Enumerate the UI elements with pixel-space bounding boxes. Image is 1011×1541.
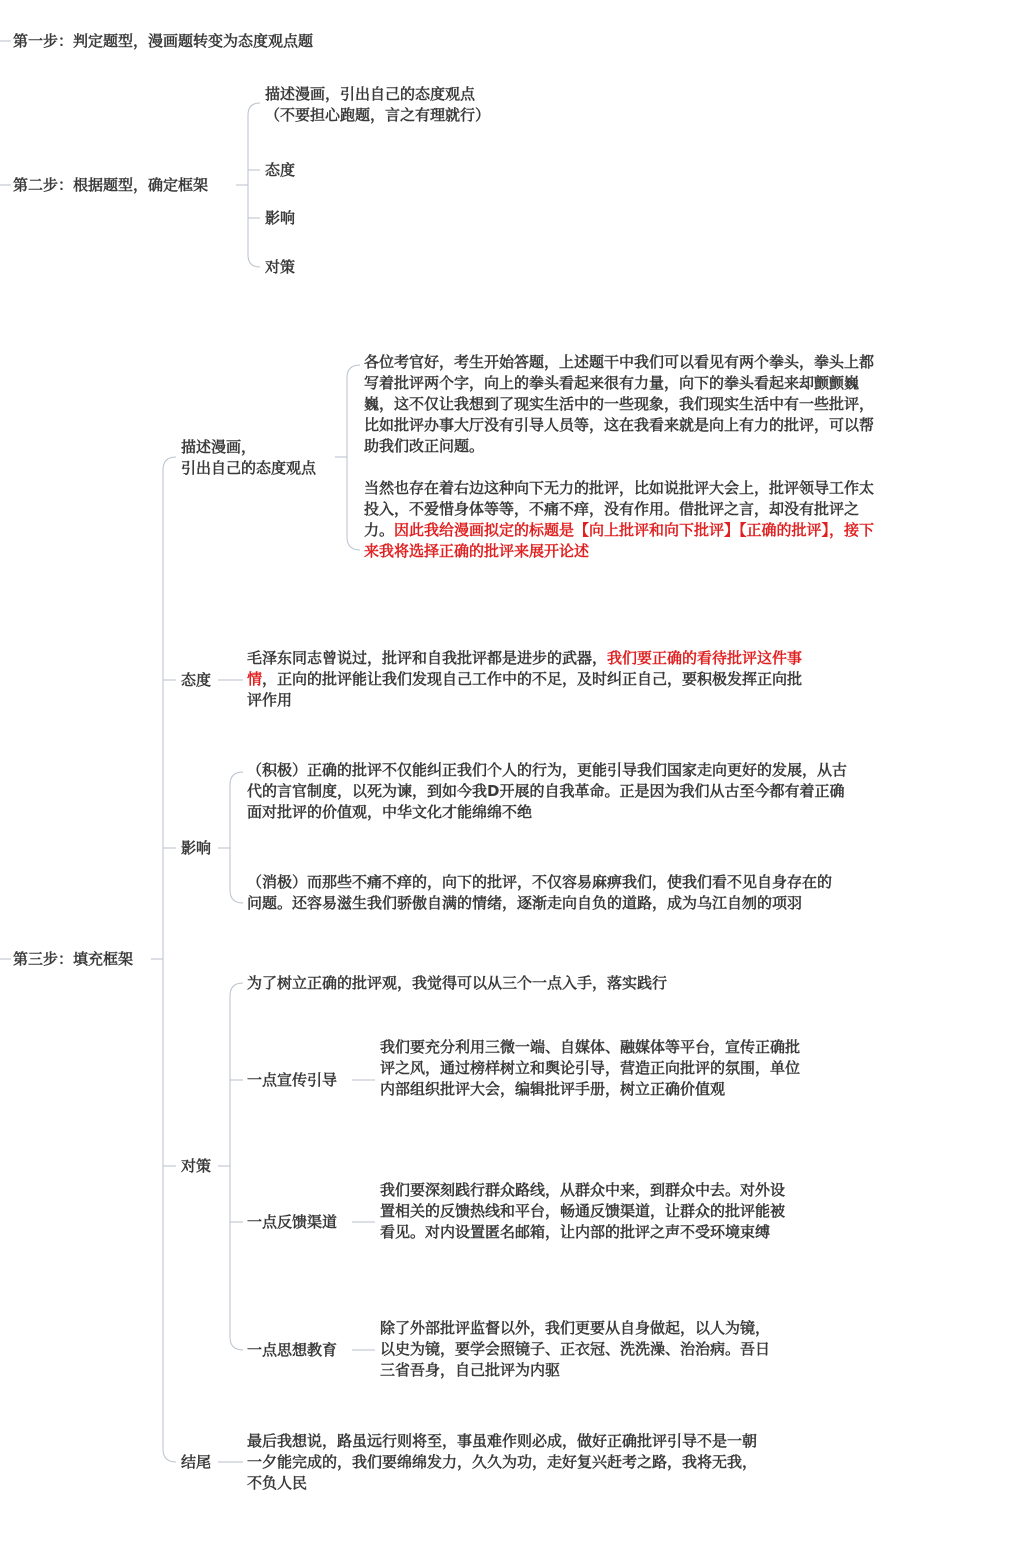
step2-attitude: 态度 xyxy=(265,161,296,179)
measures-label: 对策 xyxy=(181,1157,212,1175)
describe-label-line1: 描述漫画， xyxy=(181,438,257,456)
attitude-text-highlight: 我们要正确的看待批评这件事情 xyxy=(247,649,803,688)
measure-item-text: 我们要充分利用三微一端、自媒体、融媒体等平台，宣传正确批评之风，通过榜样树立和舆论引导，营造正向批评的氛围，单位内部组织批评大会，编辑批评手册，树立正确价值观 xyxy=(380,1038,801,1098)
describe-paragraph-2 xyxy=(364,478,888,562)
describe-paragraph-1: 各位考官好，考生开始答题，上述题干中我们可以看见有两个拳头，拳头上都写着批评两个字，向上的拳头看起来很有力量，向下的拳头看起来却颤颤巍巍，这不仅让我想到了现实生活中的一些现象，我们现实生活中有一些批评，比如批评办事大厅没有引导人员等，这在我看来就是向上有力的批评，可以帮助我们改正问题。 xyxy=(364,353,875,455)
measures-intro: 为了树立正确的批评观，我觉得可以从三个一点入手，落实践行 xyxy=(247,974,668,992)
describe-paragraph-2-highlight: 因此我给漫画拟定的标题是【向上批评和向下批评】【正确的批评】，接下来我将选择正确的批评来展开论述 xyxy=(364,521,875,560)
measure-item-label: 一点宣传引导 xyxy=(247,1071,338,1089)
describe-label-line2: 引出自己的态度观点 xyxy=(181,459,317,477)
step2-label: 第二步：根据题型，确定框架 xyxy=(13,176,209,194)
ending-label: 结尾 xyxy=(181,1453,212,1471)
measure-item-text: 除了外部批评监督以外，我们更要从自身做起，以人为镜，以史为镜，要学会照镜子、正衣冠、洗洗澡、治治病。吾日三省吾身，自己批评为内驱 xyxy=(380,1319,771,1379)
measure-item-text: 我们要深刻践行群众路线，从群众中来，到群众中去。对外设置相关的反馈热线和平台，畅通反馈渠道，让群众的批评能被看见。对内设置匿名邮箱，让内部的批评之声不受环境束缚 xyxy=(380,1181,786,1241)
step3-label: 第三步：填充框架 xyxy=(13,950,134,968)
step2-describe-line2: （不要担心跑题，言之有理就行） xyxy=(265,106,491,124)
attitude-text xyxy=(247,648,807,711)
attitude-label: 态度 xyxy=(181,671,212,689)
attitude-text-b: ，正向的批评能让我们发现自己工作中的不足，及时纠正自己，要积极发挥正向批评作用 xyxy=(247,670,803,709)
impact-label: 影响 xyxy=(181,839,212,857)
ending-text: 最后我想说，路虽远行则将至，事虽难作则必成，做好正确批评引导不是一朝一夕能完成的，我们要绵绵发力，久久为功，走好复兴赶考之路，我将无我，不负人民 xyxy=(247,1432,758,1492)
step2-impact: 影响 xyxy=(265,209,296,227)
attitude-text-a: 毛泽东同志曾说过，批评和自我批评都是进步的武器， xyxy=(247,649,608,667)
step2-describe-line1: 描述漫画，引出自己的态度观点 xyxy=(265,85,476,103)
measure-item-label: 一点反馈渠道 xyxy=(247,1213,338,1231)
impact-negative: （消极）而那些不痛不痒的，向下的批评，不仅容易麻痹我们，使我们看不见自身存在的问题。还容易滋生我们骄傲自满的情绪，逐渐走向自负的道路，成为乌江自刎的项羽 xyxy=(247,873,833,912)
step1-label: 第一步：判定题型，漫画题转变为态度观点题 xyxy=(13,32,314,50)
measure-item-label: 一点思想教育 xyxy=(247,1341,338,1359)
impact-positive: （积极）正确的批评不仅能纠正我们个人的行为，更能引导我们国家走向更好的发展，从古代的言官制度，以死为谏，到如今我D开展的自我革命。正是因为我们从古至今都有着正确面对批评的价值观，中华文化才能绵绵不绝 xyxy=(247,761,848,821)
describe-paragraph-2-normal: 当然也存在着右边这种向下无力的批评，比如说批评大会上，批评领导工作太投入，不爱惜身体等等，不痛不痒，没有作用。借批评之言，却没有批评之力。 xyxy=(364,479,875,539)
step2-measures: 对策 xyxy=(265,258,296,276)
